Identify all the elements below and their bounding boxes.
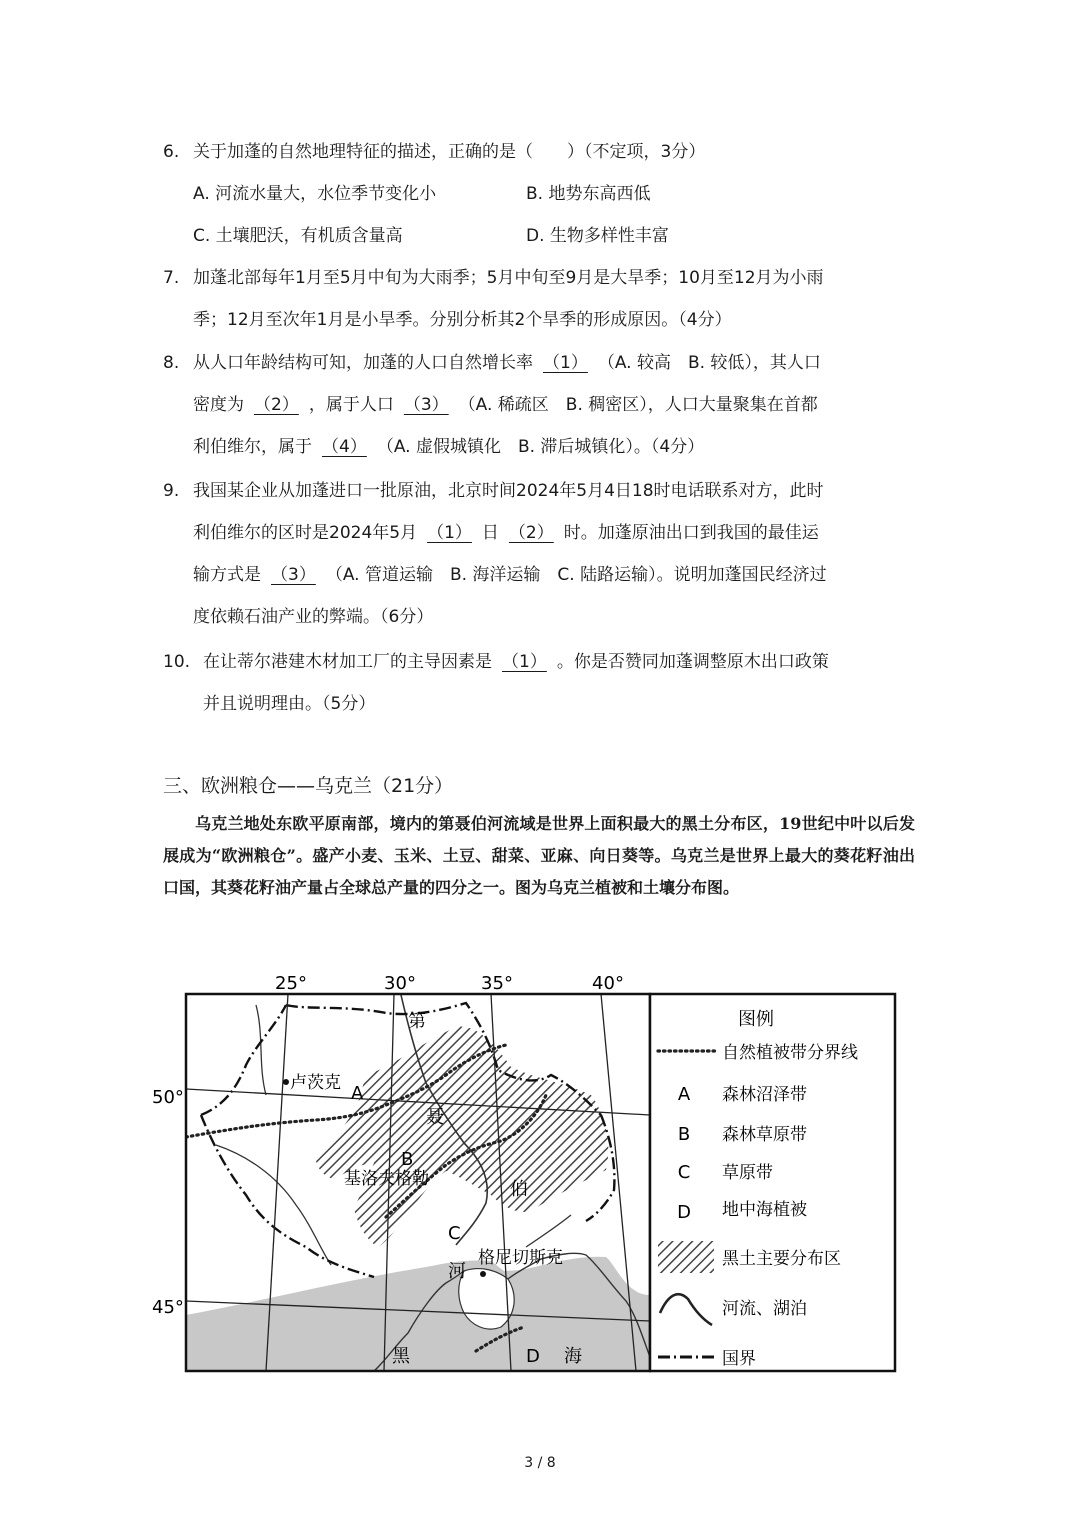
- lat-label-45: 45°: [152, 1297, 184, 1318]
- label-river-bo: 伯: [510, 1179, 528, 1200]
- legend-d-letter: D: [677, 1202, 691, 1223]
- legend-b-letter: B: [677, 1124, 691, 1145]
- question-text: ，属于人口: [308, 395, 394, 415]
- question-text: 利伯维尔的区时是2024年5月: [193, 523, 418, 543]
- answer-blank-4: （4）: [322, 437, 367, 457]
- question-text: 度依赖石油产业的弊端。（6分）: [193, 607, 434, 627]
- legend-a-letter: A: [677, 1084, 691, 1105]
- question-number: 6.: [163, 142, 180, 162]
- legend-black-soil-label: 黑土主要分布区: [722, 1249, 841, 1269]
- question-text: 利伯维尔，属于: [193, 437, 312, 457]
- question-8: [163, 342, 923, 468]
- label-sea-hei: 黑: [392, 1346, 410, 1367]
- map-legend: [650, 994, 895, 1371]
- question-6-stem: [163, 131, 923, 173]
- question-number: 7.: [163, 268, 180, 288]
- answer-blank-2: （2）: [508, 523, 554, 543]
- legend-d-label: 地中海植被: [722, 1200, 807, 1220]
- river-line: [526, 1215, 571, 1247]
- legend-border-label: 国界: [722, 1349, 756, 1369]
- lon-label-35: 35°: [481, 973, 513, 994]
- label-henichesk: 格尼切斯克: [478, 1248, 563, 1268]
- question-number: 10.: [163, 652, 191, 672]
- label-river-di: 第: [408, 1011, 426, 1032]
- question-text: 加蓬北部每年1月至5月中旬为大雨季；5月中旬至9月是大旱季；10月至12月为小雨: [193, 268, 824, 288]
- label-zone-d: D: [526, 1346, 540, 1367]
- option-d: D. 生物多样性丰富: [526, 226, 669, 246]
- label-river-he: 河: [448, 1261, 466, 1282]
- question-text: 并且说明理由。（5分）: [203, 694, 376, 714]
- question-text: 日: [481, 523, 499, 543]
- river-line: [256, 1005, 266, 1095]
- legend-a-label: 森林沼泽带: [722, 1085, 807, 1105]
- question-text: （A. 管道运输 B. 海洋运输 C. 陆路运输）。说明加蓬国民经济过: [325, 565, 827, 585]
- question-text: （A. 稀疏区 B. 稠密区），人口大量聚集在首都: [458, 395, 818, 415]
- section-title: 三、欧洲粮仓——乌克兰（21分）: [163, 775, 454, 797]
- label-zone-b: B: [401, 1149, 414, 1170]
- option-b: B. 地势东高西低: [526, 184, 651, 204]
- label-river-nie: 聂: [426, 1107, 444, 1128]
- ukraine-vegetation-soil-map: [146, 965, 906, 1385]
- answer-blank-1: （1）: [427, 523, 472, 543]
- question-text: （A. 较高 B. 较低），其人口: [597, 353, 821, 373]
- city-dot: [480, 1271, 486, 1277]
- legend-c-label: 草原带: [722, 1163, 773, 1183]
- question-9: [163, 470, 923, 638]
- question-text: 我国某企业从加蓬进口一批原油，北京时间2024年5月4日18时电话联系对方，此时: [193, 481, 824, 501]
- lat-label-50: 50°: [152, 1087, 184, 1108]
- legend-boundary-label: 自然植被带分界线: [722, 1043, 858, 1063]
- option-a: A. 河流水量大，水位季节变化小: [193, 184, 437, 204]
- section-intro: 乌克兰地处东欧平原南部，境内的第聂伯河流域是世界上面积最大的黑土分布区，19世纪中叶以后发展成为“欧洲粮仓”。盛产小麦、玉米、土豆、甜菜、亚麻、向日葵等。乌克兰是世界上最大的葵花籽油出口国，其葵花籽油产量占全球总产量的四分之一。图为乌克兰植被和土壤分布图。: [163, 814, 915, 897]
- label-lutsk: 卢茨克: [290, 1073, 341, 1093]
- legend-river-label: 河流、湖泊: [722, 1299, 807, 1319]
- label-kirovohrad: 基洛夫格勒: [344, 1169, 429, 1189]
- answer-blank-1: （1）: [502, 652, 547, 672]
- options-row: [163, 173, 923, 215]
- label-zone-a: A: [351, 1083, 364, 1104]
- options-row: [163, 215, 923, 257]
- question-text: 在让蒂尔港建木材加工厂的主导因素是: [203, 652, 492, 672]
- legend-b-label: 森林草原带: [722, 1125, 807, 1145]
- legend-title: 图例: [738, 1009, 774, 1030]
- question-10: [163, 641, 923, 725]
- question-text: 。你是否赞同加蓬调整原木出口政策: [556, 652, 829, 672]
- question-text: 时。加蓬原油出口到我国的最佳运: [563, 523, 819, 543]
- question-text: 从人口年龄结构可知，加蓬的人口自然增长率: [193, 353, 533, 373]
- question-6: [163, 131, 923, 257]
- question-text: 密度为: [193, 395, 244, 415]
- question-number: 8.: [163, 353, 180, 373]
- city-dot: [283, 1079, 289, 1085]
- question-text: 关于加蓬的自然地理特征的描述，正确的是（ ）（不定项，3分）: [193, 142, 706, 162]
- legend-c-letter: C: [677, 1162, 691, 1183]
- question-7: [163, 257, 923, 341]
- legend-black-soil-symbol: [658, 1241, 714, 1273]
- answer-blank-3: （3）: [271, 565, 316, 585]
- question-text: 输方式是: [193, 565, 261, 585]
- answer-blank-3: （3）: [403, 395, 449, 415]
- question-text: 季；12月至次年1月是小旱季。分别分析其2个旱季的形成原因。（4分）: [193, 310, 732, 330]
- black-soil-zone: [316, 1027, 608, 1247]
- label-sea-hai: 海: [564, 1346, 582, 1367]
- question-number: 9.: [163, 481, 180, 501]
- option-c: C. 土壤肥沃，有机质含量高: [193, 226, 403, 246]
- lon-label-30: 30°: [384, 973, 416, 994]
- answer-blank-1: （1）: [543, 353, 588, 373]
- lon-label-40: 40°: [592, 973, 624, 994]
- lon-label-25: 25°: [275, 973, 307, 994]
- answer-blank-2: （2）: [254, 395, 299, 415]
- question-text: （A. 虚假城镇化 B. 滞后城镇化）。（4分）: [376, 437, 705, 457]
- label-zone-c: C: [448, 1223, 461, 1244]
- page-number: 3 / 8: [524, 1455, 556, 1471]
